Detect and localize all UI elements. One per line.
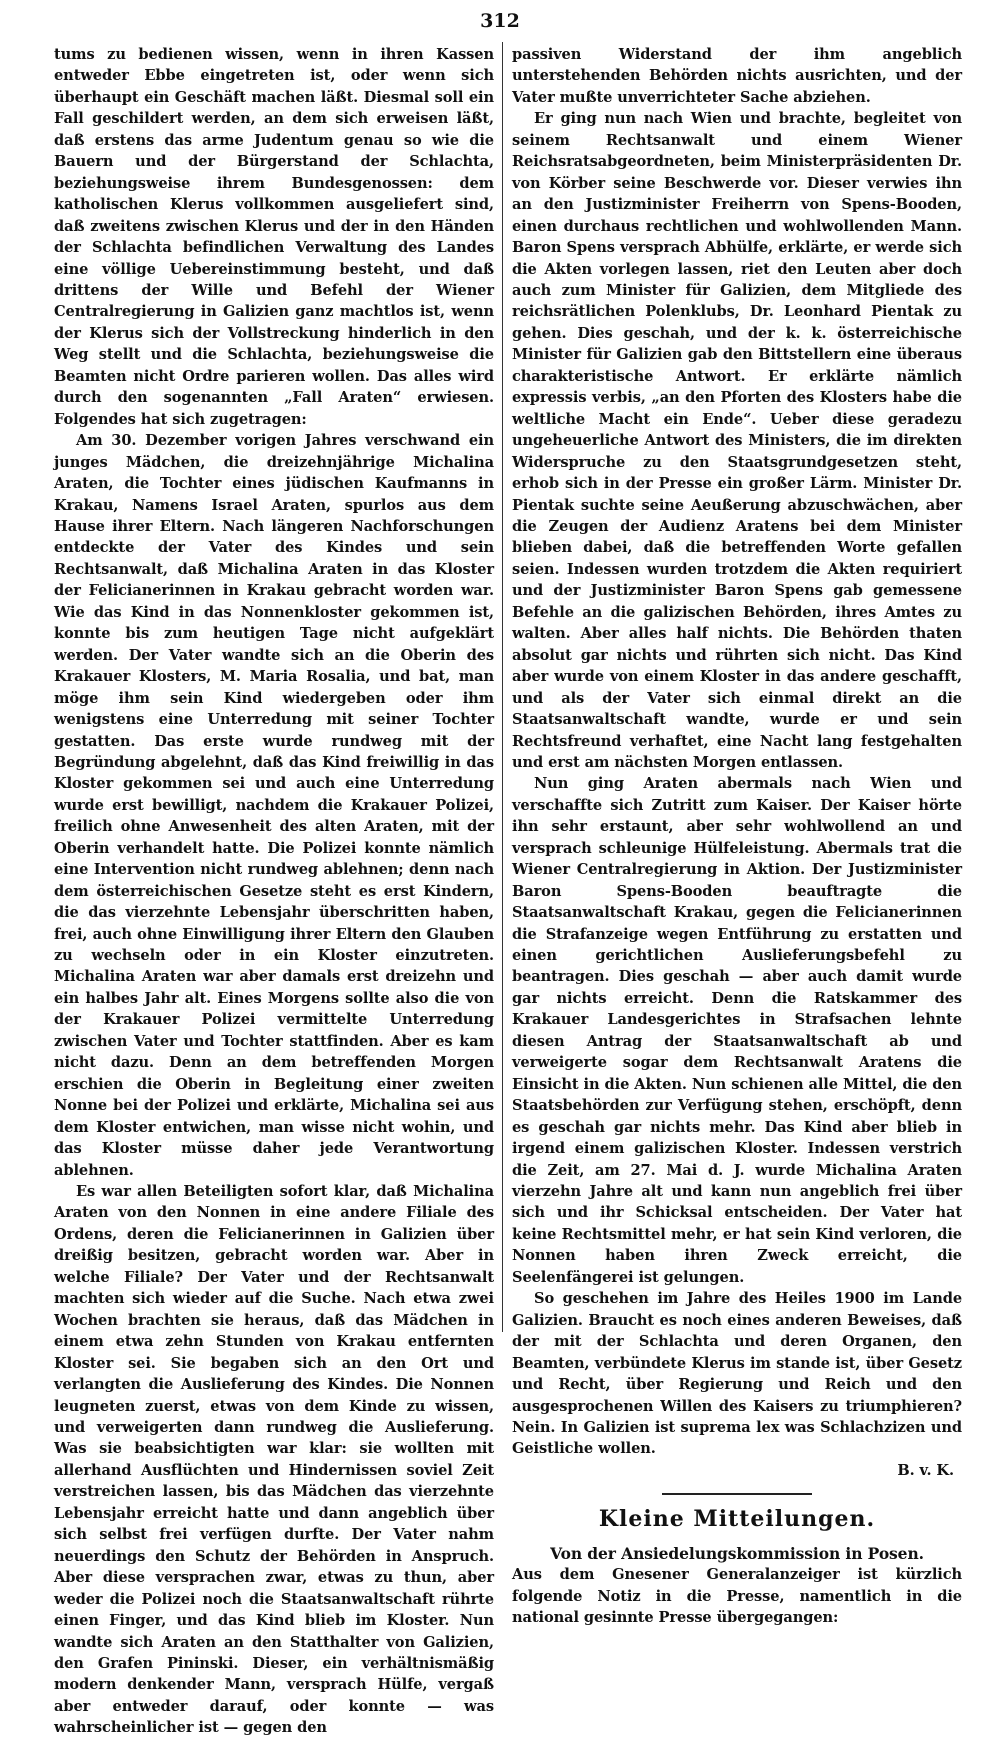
right-column <box>512 44 962 1629</box>
section-heading: Kleine Mitteilungen. <box>598 1506 876 1533</box>
author-signature: B. v. K. <box>897 1461 954 1479</box>
section-divider <box>662 1493 812 1495</box>
paragraph: Am 30. Dezember vorigen Jahres verschwand ein junges Mädchen, die dreizehnjährige Michalina Araten, die Tochter eines jüdischen Kaufmanns in Krakau, Namens Israel Araten, spurlos aus dem Hause ihrer Eltern. Nach längeren Nachforschungen entdeckte der Vater des Kindes und sein Rechtsanwalt, daß Michalina Araten in das Kloster der Felicianerinnen in Krakau gebracht worden war. Wie das Kind in das Nonnenkloster gekommen ist, konnte bis zum heutigen Tage nicht aufgeklärt werden. Der Vater wandte sich an die Oberin des Krakauer Klosters, M. Maria Rosalia, und bat, man möge ihm sein Kind wiedergeben oder ihm wenigstens eine Unterredung mit seiner Tochter gestatten. Das erste wurde rundweg mit der Begründung abgelehnt, daß das Kind freiwillig in das Kloster gekommen sei und auch eine Unterredung wurde erst bewilligt, nachdem die Krakauer Polizei, freilich ohne Anwesenheit des alten Araten, mit der Oberin verhandelt hatte. Die Polizei konnte nämlich eine Intervention nicht rundweg ablehnen; denn nach dem österreichischen Gesetze steht es erst Kindern, die das vierzehnte Lebensjahr überschritten haben, frei, auch ohne Einwilligung ihrer Eltern den Glauben zu wechseln oder in ein Kloster einzutreten. Michalina Araten war aber damals erst dreizehn und ein halbes Jahr alt. Eines Morgens sollte also die von der Krakauer Polizei vermittelte Unterredung zwischen Vater und Tochter stattfinden. Aber es kam nicht dazu. Denn an dem betreffenden Morgen erschien die Oberin in Begleitung einer zweiten Nonne bei der Polizei und erklärte, Michalina sei aus dem Kloster entwichen, man wisse nicht wohin, und das Kloster müsse daher jede Verantwortung ablehnen. <box>54 432 494 1179</box>
column-divider <box>502 42 503 1332</box>
paragraph: Nun ging Araten abermals nach Wien und verschaffte sich Zutritt zum Kaiser. Der Kaiser hörte ihn sehr erstaunt, aber sehr wohlwollend an und versprach schleunige Hülfeleistung. Abermals trat die Wiener Centralregierung in Aktion. Der Justizminister Baron Spens-Booden beauftragte die Staatsanwaltschaft Krakau, gegen die Felicianerinnen die Strafanzeige wegen Entführung zu erstatten und einen gerichtlichen Auslieferungsbefehl zu beantragen. Dies geschah — aber auch damit wurde gar nichts erreicht. Denn die Ratskammer des Krakauer Landesgerichtes in Strafsachen lehnte diesen Antrag der Staatsanwaltschaft ab und verweigerte sogar dem Rechtsanwalt Aratens die Einsicht in die Akten. Nun schienen alle Mittel, die den Staatsbehörden zur Verfügung stehen, erschöpft, denn es geschah gar nichts mehr. Das Kind aber blieb in irgend einem galizischen Kloster. Indessen verstrich die Zeit, am 27. Mai d. J. wurde Michalina Araten vierzehn Jahre alt und kann nun angeblich frei über sich und ihr Schicksal entscheiden. Der Vater hat keine Rechtsmittel mehr, er hat sein Kind verloren, die Nonnen haben ihren Zweck erreicht, die Seelenfängerei ist gelungen. <box>512 775 962 1286</box>
left-column <box>54 44 494 1739</box>
article-heading: Von der Ansiedelungskommission in Posen. <box>550 1543 924 1563</box>
paragraph: Aus dem Gnesener Generalanzeiger ist kürzlich folgende Notiz in die Presse, namentlich in die national gesinnte Presse übergegangen: <box>512 1566 962 1627</box>
paragraph: passiven Widerstand der ihm angeblich unterstehenden Behörden nichts ausrichten, und der Vater mußte unverrichteter Sache abziehen. <box>512 46 962 106</box>
paragraph: So geschehen im Jahre des Heiles 1900 im Lande Galizien. Braucht es noch eines anderen Beweises, daß der mit der Schlachta und deren Organen, den Beamten, verbündete Klerus im stande ist, über Gesetz und Recht, über Regierung und Reich und den ausgesprochenen Willen des Kaisers zu triumphieren? Nein. In Galizien ist suprema lex was Schlachzizen und Geistliche wollen. <box>512 1290 962 1458</box>
paragraph: Es war allen Beteiligten sofort klar, daß Michalina Araten von den Nonnen in eine andere Filiale des Ordens, deren die Felicianerinnen in Galizien über dreißig besitzen, gebracht worden war. Aber in welche Filiale? Der Vater und der Rechtsanwalt machten sich wieder auf die Suche. Nach etwa zwei Wochen brachten sie heraus, daß das Mädchen in einem etwa zehn Stunden von Krakau entfernten Kloster sei. Sie begaben sich an den Ort und verlangten die Auslieferung des Kindes. Die Nonnen leugneten zuerst, etwas von dem Kinde zu wissen, und verweigerten dann rundweg die Auslieferung. Was sie beabsichtigten war klar: sie wollten mit allerhand Ausflüchten und Hindernissen soviel Zeit verstreichen lassen, bis das Mädchen das vierzehnte Lebensjahr erreicht hatte und dann angeblich über sich selbst frei verfügen durfte. Der Vater nahm neuerdings den Schutz der Behörden in Anspruch. Aber diese versprachen zwar, etwas zu thun, aber weder die Polizei noch die Staatsanwaltschaft rührte einen Finger, und das Kind blieb im Kloster. Nun wandte sich Araten an den Statthalter von Galizien, den Grafen Pininski. Dieser, ein verhältnismäßig modern denkender Mann, versprach Hülfe, vergaß aber entweder darauf, oder konnte — was wahrscheinlicher ist — gegen den <box>54 1183 494 1737</box>
page-number: 312 <box>480 10 520 32</box>
paragraph: Er ging nun nach Wien und brachte, begleitet von seinem Rechtsanwalt und einem Wiener Reichsratsabgeordneten, beim Ministerpräsidenten Dr. von Körber seine Beschwerde vor. Dieser verwies ihn an den Justizminister Freiherrn von Spens-Booden, einen durchaus rechtlichen und wohlwollenden Mann. Baron Spens versprach Abhülfe, erklärte, er werde sich die Akten vorlegen lassen, riet den Leuten aber doch auch zum Minister für Galizien, dem Mitgliede des reichsrätlichen Polenklubs, Dr. Leonhard Pientak zu gehen. Dies geschah, und der k. k. österreichische Minister für Galizien gab den Bittstellern eine überaus charakteristische Antwort. Er erklärte nämlich expressis verbis, „an den Pforten des Klosters habe die weltliche Macht ein Ende“. Ueber diese geradezu ungeheuerliche Antwort des Ministers, die im direkten Widerspruche zu den Staatsgrundgesetzen steht, erhob sich in der Presse ein großer Lärm. Minister Dr. Pientak suchte seine Aeußerung abzuschwächen, aber die Zeugen der Audienz Aratens bei dem Minister blieben dabei, daß die betreffenden Worte gefallen seien. Indessen wurden trotzdem die Akten requiriert und der Justizminister Baron Spens gab gemessene Befehle an die galizischen Behörden, ihres Amtes zu walten. Aber alles half nichts. Die Behörden thaten absolut gar nichts und rührten sich nicht. Das Kind aber wurde von einem Kloster in das andere geschafft, und als der Vater sich einmal direkt an die Staatsanwaltschaft wandte, wurde er und sein Rechtsfreund verhaftet, eine Nacht lang festgehalten und erst am nächsten Morgen entlassen. <box>512 110 962 771</box>
paragraph: tums zu bedienen wissen, wenn in ihren Kassen entweder Ebbe eingetreten ist, oder wenn sich überhaupt ein Geschäft machen läßt. Diesmal soll ein Fall geschildert werden, an dem sich erweisen läßt, daß erstens das arme Judentum genau so wie die Bauern und der Bürgerstand der Schlachta, beziehungsweise ihrem Bundesgenossen: dem katholischen Klerus vollkommen ausgeliefert sind, daß zweitens zwischen Klerus und der in den Händen der Schlachta befindlichen Verwaltung des Landes eine völlige Uebereinstimmung besteht, und daß drittens der Wille und Befehl der Wiener Centralregierung in Galizien ganz machtlos ist, wenn der Klerus sich der Vollstreckung hinderlich in den Weg stellt und die Schlachta, beziehungsweise die Beamten nicht Ordre parieren wollen. Das alles wird durch den sogenannten „Fall Araten“ erwiesen. Folgendes hat sich zugetragen: <box>54 46 494 428</box>
